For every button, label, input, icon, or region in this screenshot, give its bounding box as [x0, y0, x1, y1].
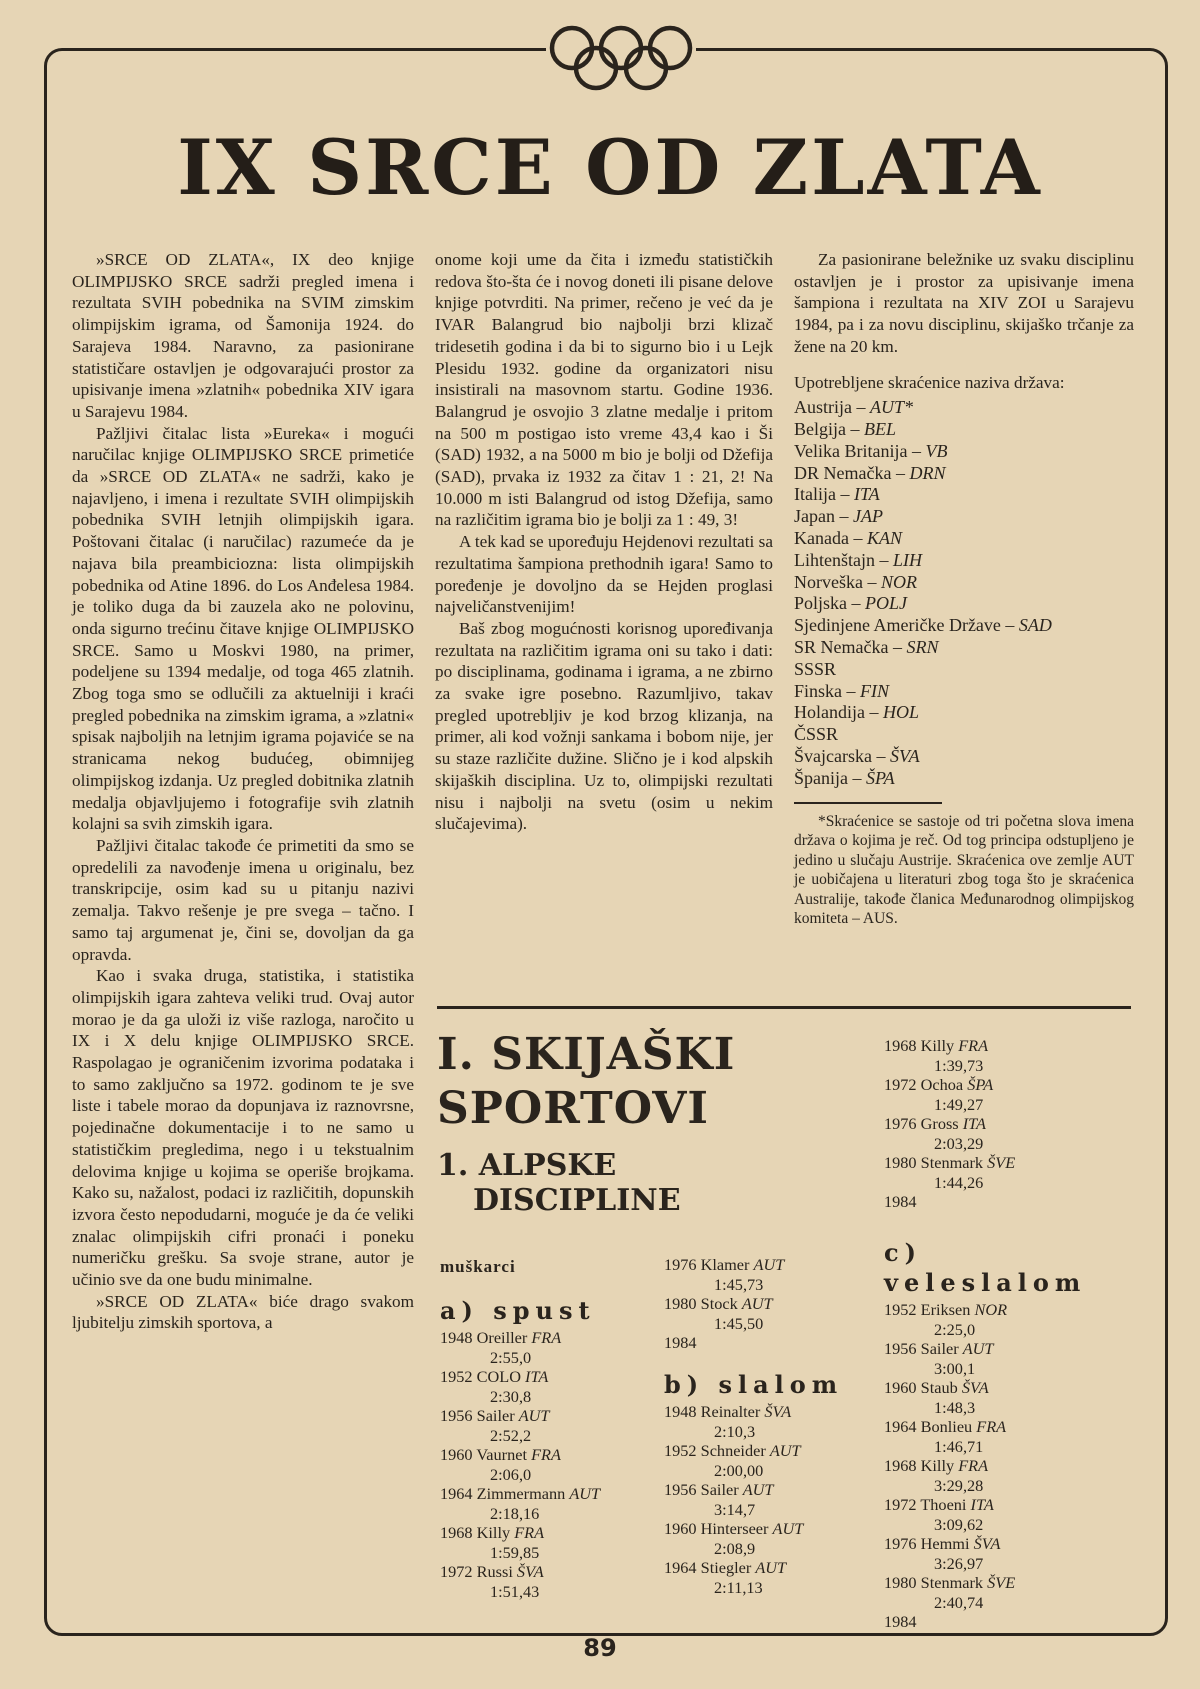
result-row	[440, 1328, 650, 1348]
event-downhill-continued	[664, 1255, 874, 1353]
abbreviation-item: Japan – JAP	[794, 506, 883, 527]
abbreviation-item: Sjedinjene Američke Države – SAD	[794, 615, 1052, 636]
page-title: IX SRCE OD ZLATA	[177, 123, 1043, 212]
country-code: ITA	[853, 484, 880, 505]
country-name: Finska	[794, 680, 843, 701]
country-name: Velika Britanija	[794, 440, 908, 461]
abbreviation-item: Italija – ITA	[794, 484, 880, 505]
country-code: ŠVA	[889, 745, 920, 766]
result-row	[884, 1534, 1094, 1554]
result-row	[664, 1480, 874, 1500]
athlete-name: Thoeni	[920, 1495, 967, 1514]
country-name: Španija	[794, 767, 848, 788]
result-row	[884, 1153, 1094, 1173]
result-row	[440, 1445, 650, 1465]
athlete-name: Sailer	[920, 1339, 959, 1358]
result-time: 1:49,27	[934, 1094, 984, 1114]
result-year: 1968	[440, 1523, 473, 1542]
athlete-name: Killy	[476, 1523, 511, 1542]
result-year: 1976	[884, 1114, 917, 1133]
result-year: 1972	[440, 1562, 473, 1581]
abbreviation-item: Kanada – KAN	[794, 528, 902, 548]
result-row	[884, 1378, 1094, 1398]
country-code: FRA	[976, 1417, 1007, 1436]
paragraph: »SRCE OD ZLATA«, IX deo knjige OLIMPIJSKO SRCE sadrži pregled imena i rezultata SVIH pobednika na SVIM zimskim olimpijskim igrama, od Šamonija 1924. do Sarajeva 1984. Naravno, za pasionirane statističare ostavljen je odgovarajući prostor za upisivanje imena »zlatnih« pobednika XIV igara u Sarajevu 1984.	[72, 250, 414, 421]
paragraph: A tek kad se upoređuju Hejdenovi rezultati sa rezultatima šampiona prethodnih igara! Samo to poređenje je dovoljno da se Hejden proglasi najveličanstvenijim!	[435, 532, 773, 617]
event-slalom-continued	[884, 1036, 1094, 1212]
section-title-line: SPORTOVI	[437, 1083, 709, 1134]
result-time: 1:59,85	[490, 1542, 540, 1562]
result-year: 1956	[884, 1339, 917, 1358]
result-year: 1976	[664, 1255, 697, 1274]
paragraph: Baš zbog mogućnosti korisnog upoređivanja rezultata na različitim igrama oni su tako i dati: po disciplinama, godinama i igrama, a ne zbirno za svake igre posebno. Razumljivo, takav pregled upotrebljiv je kod brzog klizanja, na primer, ali kod vožnji sankama i bobom nije, jer su staze različite dužine. Slično je i kod alpskih skijaških disciplina. Uz to, olimpijski rezultati nisu i najbolji na svetu (osim u nekim slučajevima).	[435, 618, 773, 834]
result-year: 1952	[664, 1441, 697, 1460]
athlete-name: Hinterseer	[700, 1519, 769, 1538]
abbreviation-item: Holandija – HOL	[794, 702, 919, 723]
abbreviation-item: SR Nemačka – SRN	[794, 636, 939, 657]
event-slalom	[664, 1370, 874, 1597]
result-time: 2:08,9	[714, 1538, 756, 1558]
subsection-title-line: DISCIPLINE	[473, 1183, 681, 1218]
country-code: AUT	[753, 1255, 785, 1274]
subsection-title	[437, 1148, 777, 1218]
country-code: SRN	[906, 636, 939, 657]
athlete-name: Oreiller	[476, 1328, 528, 1347]
abbreviation-item: Španija – ŠPA	[794, 767, 895, 788]
result-time: 2:00,00	[714, 1460, 764, 1480]
footnote-divider	[794, 802, 942, 804]
result-row	[884, 1573, 1094, 1593]
result-year: 1980	[884, 1573, 917, 1592]
country-name: Poljska	[794, 593, 848, 614]
athlete-name: Stenmark	[920, 1573, 984, 1592]
result-row	[440, 1406, 650, 1426]
result-year: 1984	[664, 1333, 697, 1352]
result-time: 2:40,74	[934, 1592, 984, 1612]
country-code: HOL	[882, 702, 919, 723]
athlete-name: Eriksen	[920, 1300, 971, 1319]
result-time: 2:25,0	[934, 1319, 976, 1339]
country-code: FRA	[958, 1456, 989, 1475]
country-code: AUT	[518, 1406, 550, 1425]
abbreviation-item: Lihtenštajn – LIH	[794, 549, 922, 570]
country-code: BEL	[864, 419, 897, 440]
country-code: AUT*	[870, 397, 914, 418]
country-name: SR Nemačka	[794, 636, 889, 657]
gender-heading: muškarci	[440, 1257, 516, 1276]
abbreviation-item: Austrija – AUT*	[794, 397, 914, 418]
intro-column-2	[435, 249, 773, 835]
result-time: 1:45,73	[714, 1274, 764, 1294]
event-downhill	[440, 1296, 650, 1601]
result-row	[884, 1114, 1094, 1134]
country-code: ŠVA	[516, 1562, 544, 1581]
result-year: 1972	[884, 1075, 917, 1094]
paragraph: Kao i svaka druga, statistika, i statistika olimpijskih igara zahteva veliki trud. Ovaj autor morao je da ga uloži iz više razloga, naročito u IX i X delu knjige OLIMPIJSKO SRCE. Raspolagao je ograničenim izvorima podataka i to samo zaključno sa 1972. godinom te je sve liste i tabele morao da dopunjava iz raznovrsne, pojedinačne dokumentacije i to ne samo u statističkim pregledima, nego i u tekstualnim delovima knjige u kojima se operiše brojkama. Kako su, nažalost, podaci iz različitih, dopunskih izvora često nepodudarni, moguće je da će veliki znalac olimpijskih cifri pronaći i poneku numeričku grešku. Sa svoje strane, autor je učinio sve da one budu minimalne.	[72, 966, 414, 1290]
country-code: VB	[925, 440, 948, 461]
abbreviations-heading: Upotrebljene skraćenice naziva država:	[794, 372, 1065, 392]
athlete-name: Stock	[700, 1294, 738, 1313]
athlete-name: Stiegler	[700, 1558, 752, 1577]
abbreviation-item: Finska – FIN	[794, 680, 890, 701]
paragraph: Pažljivi čitalac takođe će primetiti da smo se opredelili za navođenje imena u originalu, bez transkripcije, osim kad su u pitanju nazivi zemalja. Takvo rešenje je pre svega – tačno. I samo taj argumenat je, čini se, dovoljan da ga opravda.	[72, 835, 414, 964]
paragraph: Pažljivi čitalac lista »Eureka« i mogući naručilac knjige OLIMPIJSKO SRCE primetiće da »SRCE OD ZLATA« ne sadrži, kako je najavljeno, i imena i rezultate SVIH olimpijskih pobednika SVIH letnjih olimpijskih igara. Poštovani čitalac (i naručilac) razumeće da je najava bila preambiciozna: lista olimpijskih pobednika od Atine 1896. do Los Anđelesa 1984. je toliko duga da bi zauzela ako ne polovinu, onda sigurno trećinu čitave knjige OLIMPIJSKO SRCE. Samo u Moskvi 1980, na primer, podeljene su 1394 medalje, od toga 465 zlatnih. Zbog toga smo se odlučili za aktuelniji i kraći pregled pobednika na zimskim igrama, a »zlatni« spisak najboljih na letnjim igrama pojaviće se na stranicama nekog budućeg, obimnijeg olimpijskog izdanja. Uz pregled dobitnika zlatnih medalja objavljujemo i fotografije svih zlatnih kolajni sa svih zimskih igara.	[72, 423, 414, 834]
result-time: 3:26,97	[934, 1553, 984, 1573]
athlete-name: Hemmi	[920, 1534, 970, 1553]
athlete-name: Killy	[920, 1036, 955, 1055]
abbreviations-list	[794, 397, 1134, 789]
result-year: 1972	[884, 1495, 917, 1514]
subsection-title-line: 1. ALPSKE	[437, 1148, 617, 1183]
result-year: 1984	[884, 1612, 917, 1631]
result-year: 1960	[664, 1519, 697, 1538]
athlete-name: Schneider	[700, 1441, 766, 1460]
page-number: 89	[583, 1634, 617, 1662]
result-year: 1948	[664, 1402, 697, 1421]
result-time: 3:09,62	[934, 1514, 984, 1534]
results-list	[664, 1402, 874, 1597]
country-code: ITA	[962, 1114, 986, 1133]
result-row	[884, 1300, 1094, 1320]
athlete-name: Klamer	[700, 1255, 750, 1274]
country-code: FRA	[531, 1445, 561, 1464]
result-year: 1968	[884, 1036, 917, 1055]
abbreviation-item	[794, 724, 1134, 746]
result-time: 1:46,71	[934, 1436, 984, 1456]
result-row	[440, 1523, 650, 1543]
result-time: 2:30,8	[490, 1386, 532, 1406]
country-code: ŠVA	[764, 1402, 792, 1421]
athlete-name: Staub	[920, 1378, 958, 1397]
country-code: ŠVA	[973, 1534, 1001, 1553]
result-row	[440, 1367, 650, 1387]
result-row	[884, 1417, 1094, 1437]
result-year: 1952	[440, 1367, 473, 1386]
athlete-name: Russi	[476, 1562, 513, 1581]
country-code: POLJ	[865, 593, 908, 614]
country-code: NOR	[974, 1300, 1008, 1319]
event-heading: c) veleslalom	[884, 1238, 1087, 1297]
result-time: 2:55,0	[490, 1347, 532, 1367]
event-giant-slalom	[884, 1238, 1094, 1632]
country-code: ŠVA	[961, 1378, 989, 1397]
abbreviation-item: DR Nemačka – DRN	[794, 462, 946, 483]
country-code: ITA	[970, 1495, 994, 1514]
section-title	[437, 1028, 817, 1136]
result-year: 1984	[884, 1192, 917, 1211]
country-code: AUT	[962, 1339, 994, 1358]
athlete-name: COLO	[476, 1367, 521, 1386]
country-code: JAP	[852, 506, 883, 527]
result-row	[664, 1294, 874, 1314]
abbreviation-item	[794, 659, 1134, 681]
country-code: KAN	[866, 528, 902, 548]
country-code: FRA	[958, 1036, 989, 1055]
athlete-name: Ochoa	[920, 1075, 964, 1094]
country-code: DRN	[909, 462, 946, 483]
country-name: Holandija	[794, 702, 865, 723]
result-year: 1968	[884, 1456, 917, 1475]
paragraph: Za pasionirane beležnike uz svaku disciplinu ostavljen je i prostor za upisivanje imena šampiona i rezultata na XIV ZOI u Sarajevu 1984, pa i za novu disciplinu, skijaško trčanje za žene na 20 km.	[794, 250, 1134, 356]
result-row	[440, 1562, 650, 1582]
result-row	[884, 1456, 1094, 1476]
results-list	[884, 1036, 1094, 1212]
result-row	[884, 1495, 1094, 1515]
result-time: 3:14,7	[714, 1499, 756, 1519]
abbreviation-item: Velika Britanija – VB	[794, 440, 948, 461]
athlete-name: Killy	[920, 1456, 955, 1475]
paragraph: »SRCE OD ZLATA« biće drago svakom ljubitelju zimskih sportova, a	[72, 1291, 414, 1333]
olympic-rings-logo	[546, 22, 696, 94]
event-heading: a) spust	[440, 1296, 596, 1325]
result-row	[664, 1519, 874, 1539]
country-name: Norveška	[794, 571, 863, 592]
country-name: Sjedinjene Američke Države	[794, 615, 1001, 636]
result-time: 1:44,26	[934, 1172, 984, 1192]
results-list	[440, 1328, 650, 1601]
intro-column-3	[794, 249, 1134, 929]
result-row	[884, 1075, 1094, 1095]
athlete-name: Vaurnet	[476, 1445, 527, 1464]
result-row	[664, 1441, 874, 1461]
result-time: 2:10,3	[714, 1421, 756, 1441]
result-year: 1960	[440, 1445, 473, 1464]
country-name: Belgija	[794, 419, 846, 440]
intro-column-1	[72, 249, 414, 1334]
result-year: 1956	[664, 1480, 697, 1499]
results-list	[664, 1255, 874, 1353]
result-time: 3:29,28	[934, 1475, 984, 1495]
country-code: AUT	[755, 1558, 787, 1577]
result-time: 1:45,50	[714, 1313, 764, 1333]
country-code: ŠVE	[987, 1153, 1016, 1172]
result-row	[440, 1484, 650, 1504]
country-name: Austrija	[794, 397, 852, 418]
abbreviation-item: Norveška – NOR	[794, 571, 917, 592]
result-year: 1976	[884, 1534, 917, 1553]
country-name: SSSR	[794, 658, 837, 679]
result-time: 1:39,73	[934, 1055, 984, 1075]
result-year: 1952	[884, 1300, 917, 1319]
country-name: ČSSR	[794, 724, 839, 745]
result-row	[884, 1612, 1094, 1632]
paragraph: onome koji ume da čita i između statističkih redova što-šta će i novog doneti ili pisane delove knjige potvrditi. Na primer, rečeno je već da je IVAR Balangrud bio najbolji brzi klizač tridesetih godina i da bi to sigurno bio i u Lejk Plesidu 1932. godine da organizatori nisu insistirali na masovnom startu. Godine 1936. Balangrud je osvojio 3 zlatne medalje i pritom na 500 m postigao isto vreme 43,4 kao i Ši (SAD) 1932, a na 5000 m bio je bolji od Džefija (SAD), prvaka iz 1932 za čitav 1 : 21, 2! Na 10.000 m isti Balangrud od istog Džefija, samo na različitim igrama bio je bolji za 1 : 49, 3!	[435, 250, 773, 530]
result-year: 1960	[884, 1378, 917, 1397]
result-year: 1956	[440, 1406, 473, 1425]
result-year: 1980	[664, 1294, 697, 1313]
abbreviation-item: Belgija – BEL	[794, 419, 897, 440]
results-list	[884, 1300, 1094, 1632]
section-title-line: I. SKIJAŠKI	[437, 1029, 736, 1080]
abbreviation-item: Švajcarska – ŠVA	[794, 745, 920, 766]
country-code: AUT	[769, 1441, 801, 1460]
country-code: ITA	[525, 1367, 549, 1386]
country-code: AUT	[569, 1484, 601, 1503]
country-code: FRA	[514, 1523, 545, 1542]
country-name: Švajcarska	[794, 745, 872, 766]
country-code: NOR	[880, 571, 917, 592]
athlete-name: Stenmark	[920, 1153, 984, 1172]
abbreviation-item: Poljska – POLJ	[794, 593, 908, 614]
result-row	[664, 1255, 874, 1275]
result-time: 2:11,13	[714, 1577, 763, 1597]
country-name: Kanada	[794, 528, 849, 548]
result-year: 1964	[664, 1558, 697, 1577]
result-time: 3:00,1	[934, 1358, 976, 1378]
athlete-name: Gross	[920, 1114, 959, 1133]
country-name: DR Nemačka	[794, 462, 892, 483]
country-code: ŠPA	[866, 767, 895, 788]
athlete-name: Zimmermann	[476, 1484, 566, 1503]
result-row	[664, 1333, 874, 1353]
result-year: 1980	[884, 1153, 917, 1172]
result-time: 2:52,2	[490, 1425, 532, 1445]
country-code: FIN	[860, 680, 890, 701]
result-row	[664, 1558, 874, 1578]
country-code: ŠVE	[987, 1573, 1016, 1592]
section-divider	[437, 1006, 1131, 1009]
result-time: 2:06,0	[490, 1464, 532, 1484]
athlete-name: Sailer	[476, 1406, 515, 1425]
result-time: 1:48,3	[934, 1397, 976, 1417]
result-time: 1:51,43	[490, 1581, 540, 1601]
result-time: 2:03,29	[934, 1133, 984, 1153]
country-name: Italija	[794, 484, 836, 505]
athlete-name: Sailer	[700, 1480, 739, 1499]
country-name: Lihtenštajn	[794, 549, 875, 570]
footnote: *Skraćenice se sastoje od tri početna slova imena država o kojima je reč. Od tog principa odstupljeno je jedino u slučaju Austrije. Skraćenica ove zemlje AUT je uobičajena u literaturi zbog toga što je skraćenica Australije, takođe članica Međunarodnog olimpijskog komiteta – AUS.	[794, 812, 1134, 928]
country-name: Japan	[794, 506, 835, 527]
athlete-name: Reinalter	[700, 1402, 761, 1421]
result-row	[884, 1192, 1094, 1212]
country-code: AUT	[742, 1480, 774, 1499]
country-code: AUT	[772, 1519, 804, 1538]
country-code: SAD	[1018, 615, 1052, 636]
result-row	[664, 1402, 874, 1422]
result-time: 2:18,16	[490, 1503, 540, 1523]
athlete-name: Bonlieu	[920, 1417, 973, 1436]
event-heading: b) slalom	[664, 1370, 844, 1399]
country-code: FRA	[531, 1328, 562, 1347]
result-year: 1948	[440, 1328, 473, 1347]
result-row	[884, 1036, 1094, 1056]
result-year: 1964	[440, 1484, 473, 1503]
result-row	[884, 1339, 1094, 1359]
country-code: AUT	[741, 1294, 773, 1313]
result-year: 1964	[884, 1417, 917, 1436]
country-code: LIH	[892, 549, 922, 570]
country-code: ŠPA	[967, 1075, 994, 1094]
